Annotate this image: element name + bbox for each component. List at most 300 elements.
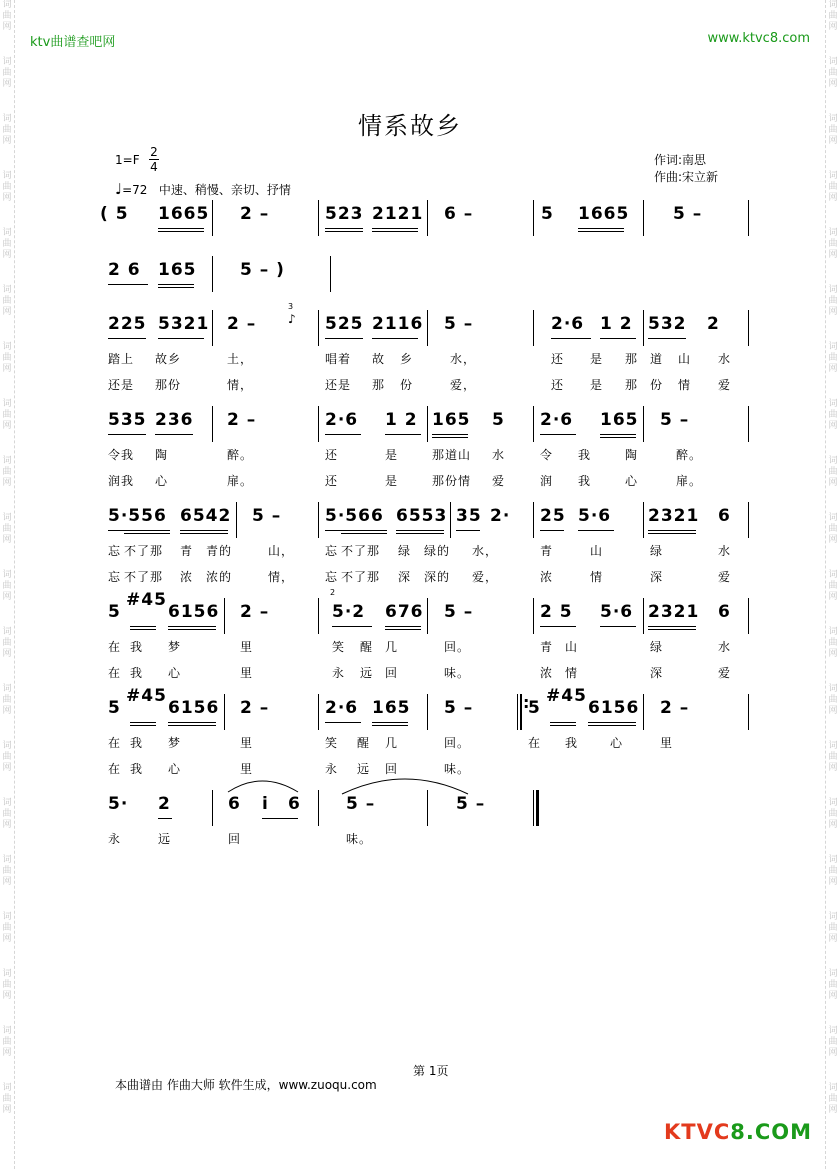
bar-line [318, 310, 319, 346]
watermark-glyphs: 词 曲 网 [2, 798, 12, 830]
bar-line [748, 502, 749, 538]
score-row-2 [0, 260, 840, 290]
lyric-word: 永 [325, 762, 339, 776]
watermark-glyphs: 词 曲 网 [828, 855, 838, 887]
beam [600, 626, 636, 627]
note-group: 5 – [444, 602, 474, 622]
lyric-word: 醉。 [227, 448, 254, 462]
note-group: 1 2 [600, 314, 633, 334]
note-group: 2· [490, 506, 511, 526]
beam [550, 722, 576, 723]
note-group: 5 – [444, 314, 474, 334]
beam [372, 722, 408, 723]
beam [551, 338, 591, 339]
note-group: 236 [155, 410, 194, 430]
lyric-word: 远 [158, 832, 172, 846]
beam [550, 725, 576, 726]
lyric-word: 故 [372, 352, 386, 366]
repeat-bar [517, 694, 518, 730]
note-group: 165 [158, 260, 197, 280]
lyric-word: 情 [590, 570, 604, 584]
beam [325, 338, 363, 339]
lyric-word: 回。 [444, 640, 471, 654]
credits [654, 152, 718, 186]
watermark-glyphs: 词 曲 网 [2, 1083, 12, 1115]
lyric-word: 深 [650, 570, 664, 584]
beam [158, 228, 204, 229]
watermark-glyphs: 词 曲 网 [2, 912, 12, 944]
lyric-word: 爱 [492, 474, 506, 488]
lyric-word: 味。 [444, 666, 471, 680]
beam [325, 722, 361, 723]
beam [158, 338, 204, 339]
note-group: 5 – [252, 506, 282, 526]
watermark-glyphs: 词 曲 网 [828, 798, 838, 830]
lyric-word: 情 [678, 378, 692, 392]
lyric-word: 深 [398, 570, 412, 584]
note-group: 2·6 [540, 410, 574, 430]
note-group: 2 – [227, 410, 257, 430]
lyric-word: 润 [540, 474, 554, 488]
watermark-glyphs: 词 曲 网 [2, 513, 12, 545]
beam [180, 530, 228, 531]
lyric-word: 还 [551, 352, 565, 366]
beam [130, 626, 156, 627]
lyric-word: 忘 [325, 570, 339, 584]
lyric-word: 里 [240, 762, 254, 776]
lyric-word: 是 [385, 448, 399, 462]
lyric-word: 回 [385, 762, 399, 776]
beam [168, 722, 216, 723]
note-group: 1665 [578, 204, 630, 224]
lyric-word: 情 [565, 666, 579, 680]
watermark-glyphs: 词 曲 网 [828, 969, 838, 1001]
lyric-word: 情， [227, 378, 254, 392]
note-group: 5 – [346, 794, 376, 814]
lyric-word: 绿 [650, 640, 664, 654]
lyric-word: 味。 [346, 832, 373, 846]
beam [372, 231, 418, 232]
beam [588, 725, 636, 726]
lyric-word: 情， [268, 570, 295, 584]
watermark-glyphs: 词 曲 网 [828, 57, 838, 89]
lyric-word: 山 [678, 352, 692, 366]
watermark-glyphs: 词 曲 网 [828, 1083, 838, 1115]
note-group: 2 – [240, 602, 270, 622]
note-group: 2 – [227, 314, 257, 334]
note-group: 1665 [158, 204, 210, 224]
beam [600, 338, 636, 339]
lyric-word: 水， [472, 544, 499, 558]
lyric-word: 几 [385, 736, 399, 750]
watermark-glyphs: 词 曲 网 [828, 0, 838, 32]
note-group: 5·6 [578, 506, 612, 526]
note-group: 2·6 [325, 410, 359, 430]
note-group: 5 – ) [240, 260, 285, 280]
watermark-glyphs: 词 曲 网 [828, 399, 838, 431]
watermark-glyphs: 词 曲 网 [828, 627, 838, 659]
lyric-word: 水， [450, 352, 477, 366]
note-group: 535 [108, 410, 147, 430]
note-group: 5 [108, 602, 121, 622]
lyric-word: 深 [650, 666, 664, 680]
bar-line [212, 790, 213, 826]
lyric-word: 不了那 [124, 570, 164, 584]
beam [578, 530, 614, 531]
bar-line [533, 310, 534, 346]
note-group: 165 [600, 410, 639, 430]
lyric-word: 山 [590, 544, 604, 558]
note-group: 2 – [240, 698, 270, 718]
tempo-value: =72 [122, 183, 148, 197]
bar-line [318, 598, 319, 634]
lyric-word: 踏上 [108, 352, 135, 366]
note-group: 5 – [456, 794, 486, 814]
lyric-word: 扉。 [676, 474, 703, 488]
lyric-word: 绿 [398, 544, 412, 558]
note-group: 35 [456, 506, 482, 526]
beam [158, 231, 204, 232]
lyric-word: 忘 [108, 544, 122, 558]
bar-line [427, 310, 428, 346]
bar-line [427, 598, 428, 634]
note-group: 5 [541, 204, 554, 224]
lyric-line-1 [0, 350, 840, 366]
lyric-word: 味。 [444, 762, 471, 776]
beam [262, 818, 298, 819]
bar-line [748, 200, 749, 236]
watermark-glyphs: 词 曲 网 [828, 513, 838, 545]
lyric-word: 还 [325, 448, 339, 462]
note-group: 165 [432, 410, 471, 430]
bar-line [643, 310, 644, 346]
watermark-glyphs: 词 曲 网 [2, 627, 12, 659]
site-url: www.ktvc8.com [707, 31, 810, 46]
note-group: 6 [718, 602, 731, 622]
watermark-glyphs: 词 曲 网 [828, 456, 838, 488]
bar-line [643, 200, 644, 236]
lyric-line-3 [0, 446, 840, 462]
note-group: 2 – [660, 698, 690, 718]
lyric-word: 笑 [332, 640, 346, 654]
lyric-word: 回 [228, 832, 242, 846]
lyric-word: 我 [130, 666, 144, 680]
lyric-word: 还是 [325, 378, 352, 392]
lyric-word: 还是 [108, 378, 135, 392]
lyric-word: 醒 [360, 640, 374, 654]
note-group: 5 [492, 410, 505, 430]
lyric-word: 我 [130, 640, 144, 654]
bar-line [318, 502, 319, 538]
lyric-word: 我 [130, 736, 144, 750]
lyric-word: 心 [625, 474, 639, 488]
beam [385, 629, 421, 630]
lyric-line-7 [0, 638, 840, 654]
lyric-word: 笑 [325, 736, 339, 750]
lyric-word: 里 [660, 736, 674, 750]
beam [325, 530, 387, 531]
lyric-word: 还 [551, 378, 565, 392]
bar-line [224, 694, 225, 730]
note-group: 2 [158, 794, 171, 814]
watermark-glyphs: 词 曲 网 [2, 228, 12, 260]
lyric-word: 在 [108, 736, 122, 750]
score-row-1 [0, 204, 840, 234]
lyric-line-2 [0, 376, 840, 392]
note-group: 676 [385, 602, 424, 622]
bar-line [318, 790, 319, 826]
beam [124, 533, 170, 534]
score-row-3 [0, 302, 840, 344]
lyric-word: 我 [130, 762, 144, 776]
lyric-word: 那道山 [432, 448, 472, 462]
lyric-word: 是 [590, 378, 604, 392]
lyric-word: 青 [180, 544, 194, 558]
bar-line [212, 406, 213, 442]
lyric-word: 绿的 [424, 544, 451, 558]
lyric-word: 唱着 [325, 352, 352, 366]
lyric-word: 心 [610, 736, 624, 750]
beam [108, 338, 146, 339]
lyric-word: 在 [108, 762, 122, 776]
bar-line [450, 502, 451, 538]
lyric-word: 那 [625, 378, 639, 392]
bar-line [318, 200, 319, 236]
lyric-word: 是 [590, 352, 604, 366]
beam [396, 533, 444, 534]
beam [108, 284, 148, 285]
lyric-word: 深的 [424, 570, 451, 584]
bar-line [643, 598, 644, 634]
lyric-word: 浓 [540, 666, 554, 680]
bar-line [318, 694, 319, 730]
note-group: 5· [108, 794, 129, 814]
lyric-word: 是 [385, 474, 399, 488]
lyric-word: 青的 [206, 544, 233, 558]
bar-line [748, 598, 749, 634]
watermark-glyphs: 词 曲 网 [828, 342, 838, 374]
beam [180, 533, 228, 534]
bar-line [330, 256, 331, 292]
watermark-glyphs: 词 曲 网 [2, 171, 12, 203]
beam [385, 626, 421, 627]
note-group: 2 5 [540, 602, 573, 622]
note-group: 2·6 [325, 698, 359, 718]
lyric-word: 爱， [450, 378, 477, 392]
bar-line [643, 406, 644, 442]
beam [158, 287, 194, 288]
beam [130, 629, 156, 630]
lyric-word: 那 [372, 378, 386, 392]
beam [432, 434, 468, 435]
beam [155, 434, 193, 435]
lyric-word: 令我 [108, 448, 135, 462]
beam [456, 530, 480, 531]
lyric-word: 故乡 [155, 352, 182, 366]
watermark-glyphs: 词 曲 网 [828, 114, 838, 146]
lyric-word: 我 [578, 448, 592, 462]
lyric-word: 爱 [718, 666, 732, 680]
lyric-word: 水 [718, 640, 732, 654]
slur [228, 781, 298, 792]
watermark-glyphs: 词 曲 网 [828, 570, 838, 602]
note-group: 5321 [158, 314, 210, 334]
lyric-word: 不了那 [341, 544, 381, 558]
bar-line [748, 310, 749, 346]
lyric-word: 份 [400, 378, 414, 392]
note-group: #45 [126, 590, 167, 610]
beam [158, 284, 194, 285]
note-group: #45 [126, 686, 167, 706]
beam [130, 722, 156, 723]
beam [325, 231, 363, 232]
note-group: 6542 [180, 506, 232, 526]
lyric-word: 水 [718, 544, 732, 558]
beam [396, 530, 444, 531]
lyric-word: 爱， [472, 570, 499, 584]
note-group: 532 [648, 314, 687, 334]
watermark-glyphs: 词 曲 网 [2, 0, 12, 32]
watermark-glyphs: 词 曲 网 [2, 456, 12, 488]
watermark-glyphs: 词 曲 网 [828, 228, 838, 260]
watermark-glyphs: 词 曲 网 [2, 285, 12, 317]
watermark-glyphs: 词 曲 网 [828, 285, 838, 317]
beam [648, 626, 696, 627]
lyric-word: 那 [625, 352, 639, 366]
score-row-5 [0, 506, 840, 536]
lyricist: 作词:南思 [654, 153, 707, 167]
bar-line [236, 502, 237, 538]
key-signature: 1=F [115, 153, 140, 167]
note-group: 5·2 [332, 602, 366, 622]
lyric-word: 回 [385, 666, 399, 680]
bar-line [427, 406, 428, 442]
note-group: i [262, 794, 269, 814]
beam [372, 338, 418, 339]
watermark-glyphs: 词 曲 网 [2, 57, 12, 89]
tempo-marking [115, 180, 291, 198]
beam [540, 434, 576, 435]
note-group: 5 [528, 698, 541, 718]
bar-line [533, 406, 534, 442]
lyric-line-8 [0, 664, 840, 680]
note-group: 5·566 [325, 506, 384, 526]
lyric-word: 那份 [155, 378, 182, 392]
note-group: 165 [372, 698, 411, 718]
lyric-word: 水 [492, 448, 506, 462]
note-group: 225 [108, 314, 147, 334]
left-watermark-strip [0, 0, 15, 1169]
watermark-glyphs: 词 曲 网 [828, 1026, 838, 1058]
beam [540, 626, 576, 627]
beam [168, 626, 216, 627]
beam [332, 626, 372, 627]
watermark-glyphs: 词 曲 网 [828, 912, 838, 944]
lyric-word: 浓的 [206, 570, 233, 584]
final-bar [536, 790, 539, 826]
lyric-line-5 [0, 542, 840, 558]
bar-line [318, 406, 319, 442]
site-logo [664, 1120, 812, 1144]
lyric-word: 回。 [444, 736, 471, 750]
bar-line [533, 502, 534, 538]
note-group: 5 – [660, 410, 690, 430]
score-row-8 [0, 794, 840, 824]
note-group: 2321 [648, 602, 700, 622]
watermark-glyphs: 词 曲 网 [2, 684, 12, 716]
beam [385, 434, 421, 435]
score-row-6 [0, 588, 840, 632]
watermark-glyphs: 词 曲 网 [2, 114, 12, 146]
site-name: ktv曲谱查吧网 [30, 35, 116, 50]
watermark-glyphs: 词 曲 网 [2, 570, 12, 602]
beam [108, 530, 170, 531]
bar-line [748, 694, 749, 730]
lyric-word: 梦 [168, 640, 182, 654]
lyric-word: 那份情 [432, 474, 472, 488]
bar-line [427, 200, 428, 236]
note-group: 5 – [444, 698, 474, 718]
note-group: 6156 [588, 698, 640, 718]
lyric-word: 忘 [325, 544, 339, 558]
lyric-word: 几 [385, 640, 399, 654]
note-group: 2116 [372, 314, 424, 334]
beam [540, 530, 564, 531]
page-title: 情系故乡 [358, 112, 462, 140]
beam [648, 629, 696, 630]
beam [578, 231, 624, 232]
footer-credit: 本曲谱由 作曲大师 软件生成，www.zuoqu.com [115, 1078, 377, 1092]
lyric-word: 爱 [718, 570, 732, 584]
beam [648, 338, 686, 339]
watermark-glyphs: 词 曲 网 [828, 171, 838, 203]
lyric-word: 在 [108, 640, 122, 654]
beam [600, 437, 636, 438]
note-group: 6 [228, 794, 241, 814]
logo-part-a: KTVC [663, 1120, 731, 1144]
lyric-word: 山， [268, 544, 295, 558]
note-group: 2 [707, 314, 720, 334]
beam [600, 434, 636, 435]
lyric-word: 青 [540, 640, 554, 654]
lyric-word: 不了那 [124, 544, 164, 558]
beam [325, 228, 363, 229]
score-row-7 [0, 686, 840, 728]
bar-line [748, 406, 749, 442]
beam [372, 725, 408, 726]
beam [108, 434, 146, 435]
note-group: 6 – [444, 204, 474, 224]
score-row-4 [0, 410, 840, 440]
time-bottom: 4 [150, 160, 158, 174]
note-group: ( 5 [100, 204, 129, 224]
lyric-word: 浓 [180, 570, 194, 584]
volta-mark: 2 [330, 588, 336, 597]
lyric-word: 绿 [650, 544, 664, 558]
note-group: 6553 [396, 506, 448, 526]
lyric-word: 我 [565, 736, 579, 750]
beam [588, 722, 636, 723]
beam [432, 437, 468, 438]
lyric-word: 永 [108, 832, 122, 846]
bar-line [212, 200, 213, 236]
lyric-word: 土， [227, 352, 254, 366]
beam [372, 228, 418, 229]
beam [341, 533, 387, 534]
lyric-word: 润我 [108, 474, 135, 488]
watermark-glyphs: 词 曲 网 [828, 684, 838, 716]
lyric-word: 心 [168, 666, 182, 680]
